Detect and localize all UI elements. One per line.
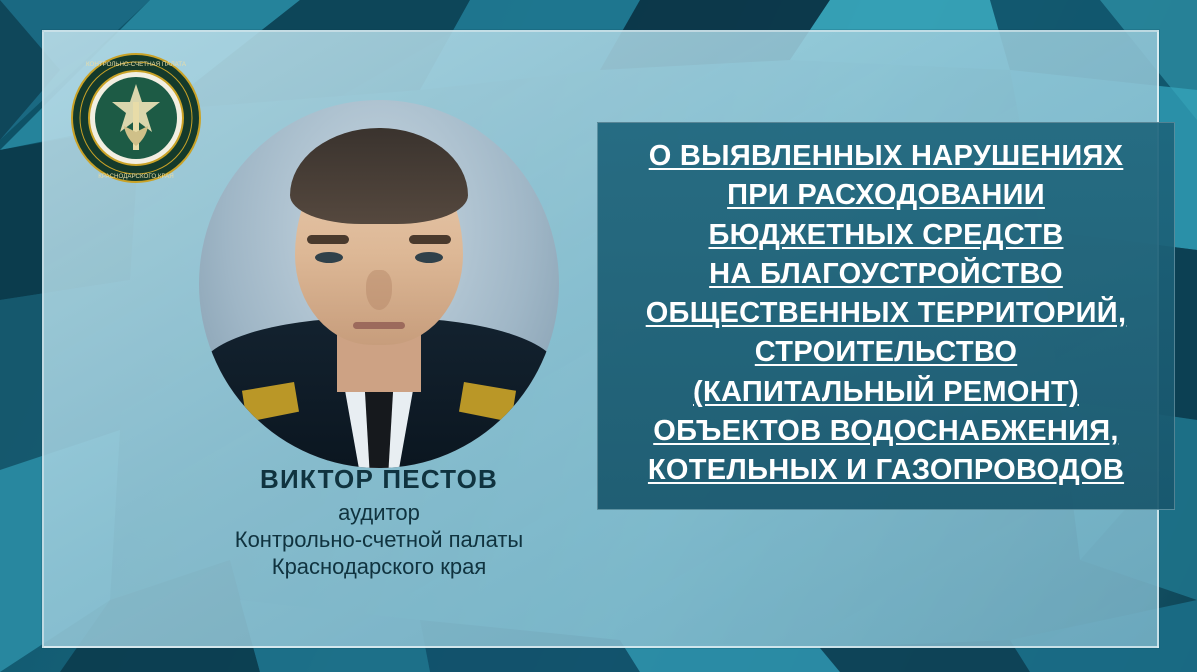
title-line-3: БЮДЖЕТНЫХ СРЕДСТВ — [708, 218, 1064, 251]
portrait-brow-left — [307, 235, 349, 244]
title-line-7: (КАПИТАЛЬНЫЙ РЕМОНТ) — [693, 375, 1079, 408]
title-line-8: ОБЪЕКТОВ ВОДОСНАБЖЕНИЯ, — [653, 414, 1119, 447]
title-line-2: ПРИ РАСХОДОВАНИИ — [727, 179, 1045, 212]
title-line-1: О ВЫЯВЛЕННЫХ НАРУШЕНИЯХ — [648, 140, 1124, 172]
slide-title-box — [597, 122, 1175, 510]
speaker-role-line-1: аудитор — [338, 500, 420, 525]
emblem-icon — [68, 50, 204, 186]
portrait-brow-right — [409, 235, 451, 244]
portrait-eye-left — [315, 252, 343, 263]
title-line-4: НА БЛАГОУСТРОЙСТВО — [709, 257, 1063, 290]
portrait-hair — [290, 128, 468, 224]
portrait-photo — [199, 100, 559, 468]
portrait-mouth — [353, 322, 405, 329]
portrait-nose — [366, 270, 392, 310]
portrait-eye-right — [415, 252, 443, 263]
title-line-6: СТРОИТЕЛЬСТВО — [754, 336, 1018, 369]
svg-text:КРАСНОДАРСКОГО КРАЯ: КРАСНОДАРСКОГО КРАЯ — [98, 173, 174, 180]
portrait-ellipse-mask — [199, 100, 559, 468]
content-panel — [42, 30, 1159, 648]
speaker-role-line-3: Краснодарского края — [271, 553, 487, 579]
speaker-name: ВИКТОР ПЕСТОВ — [260, 464, 498, 494]
speaker-caption — [164, 464, 594, 580]
title-line-5: ОБЩЕСТВЕННЫХ ТЕРРИТОРИЙ, — [645, 297, 1127, 330]
title-line-9: КОТЕЛЬНЫХ И ГАЗОПРОВОДОВ — [647, 454, 1125, 487]
speaker-role-line-2: Контрольно-счетной палаты — [234, 526, 524, 552]
svg-text:КОНТРОЛЬНО-СЧЕТНАЯ ПАЛАТА: КОНТРОЛЬНО-СЧЕТНАЯ ПАЛАТА — [86, 61, 186, 68]
